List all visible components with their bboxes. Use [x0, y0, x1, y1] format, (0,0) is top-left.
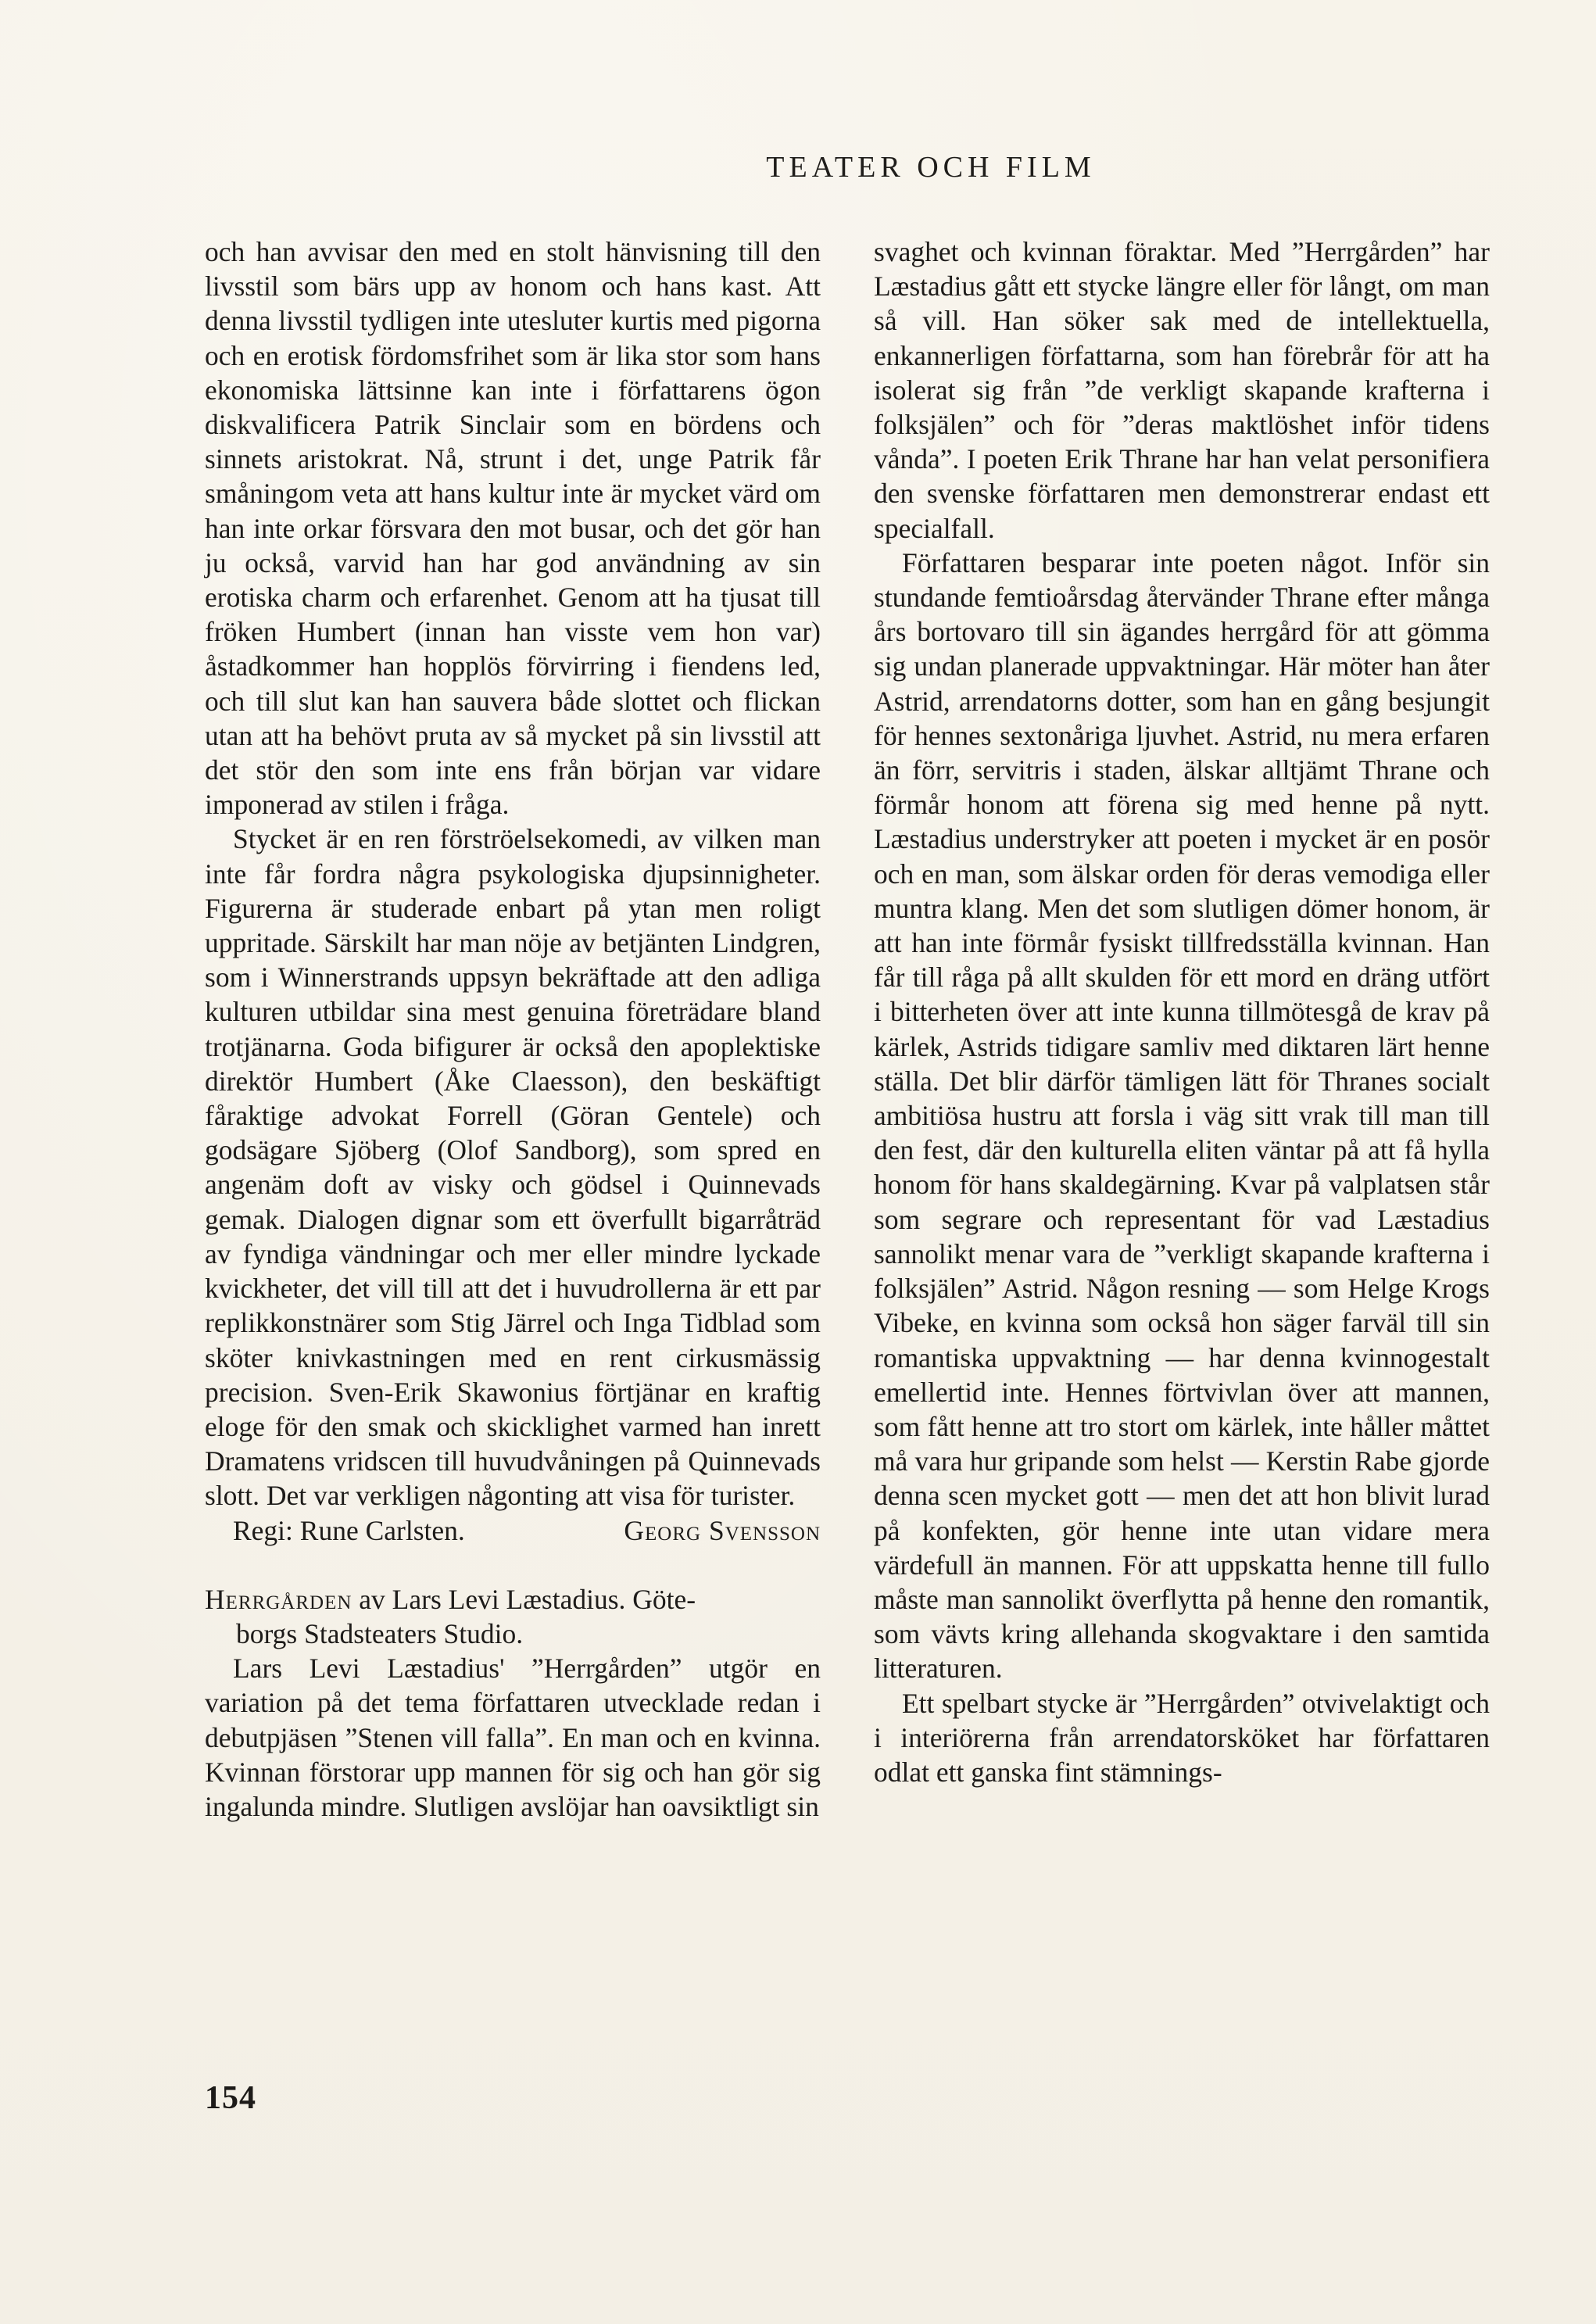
director-credit: Regi: Rune Carlsten.	[233, 1514, 465, 1546]
running-head: TEATER OCH FILM	[766, 151, 1096, 184]
paragraph: Författaren besparar inte poeten något. Inför sin stundande femtioårsdag återvänder Thrane efter många års bortovaro till sin ägandes herrgård för att gömma sig undan planerade uppvaktningar. Här möter han åter Astrid, arrendatorns dotter, som han en gång besjungit för hennes sextonåriga ljuvhet. Astrid, nu mera erfaren än förr, servitris i staden, älskar alltjämt Thrane och förmår honom att förena sig med henne på nytt. Læstadius understryker att poeten i mycket är en posör och en man, som älskar orden för deras vemodiga eller muntra klang. Men det som slutligen dömer honom, är att han inte förmår fysiskt tillfredsställa kvinnan. Han får till råga på allt skulden för ett mord en dräng utfört i bitterheten över att inte kunna tillmötesgå de krav på kärlek, Astrids tidigare samliv med diktaren lärt henne ställa. Det blir därför tämligen lätt för Thranes socialt ambitiösa hustru att forsla i väg sitt vrak till man till den fest, där den kulturella eliten väntar på att få hylla honom för hans skaldegärning. Kvar på valplatsen står som segrare och representant för vad Læstadius sannolikt menar vara de ”verkligt skapande krafterna i folksjälen” Astrid. Någon resning — som Helge Krogs Vibeke, en kvinna som också hon säger farväl till sin romantiska uppvaktning — har denna kvinnogestalt emellertid inte. Hennes förtvivlan över att mannen, som fått henne att tro stort om kärlek, inte håller måttet må vara hur gripande som helst — Kerstin Rabe gjorde denna scen mycket gott — men det att hon blivit lurad på konfekten, gör henne inte utan vidare mera värdefull än mannen. För att uppskatta henne till fullo måste man sannolikt överflytta på henne den romantik, som vävts kring allehanda skogvaktare i den samtida litteraturen.	[874, 546, 1490, 1685]
credit-line	[205, 1513, 821, 1548]
left-column	[205, 235, 821, 1824]
page-number: 154	[205, 2080, 256, 2116]
review-subtitle: av Lars Levi Læstadius. Göte-	[352, 1583, 696, 1615]
author-signature: Georg Svensson	[624, 1514, 821, 1546]
paragraph: Stycket är en ren förströelsekomedi, av vilken man inte får fordra några psykologiska djupsinnigheter. Figurerna är studerade enbart på ytan men roligt uppritade. Särskilt har man nöje av betjänten Lindgren, som i Winnerstrands uppsyn bekräftade att den adliga kulturen utbildar sina mest genuina företrädare bland trotjänarna. Goda bifigurer är också den apoplektiske direktör Humbert (Åke Claesson), den beskäftigt fåraktige advokat Forrell (Göran Gentele) och godsägare Sjöberg (Olof Sandborg), som spred en angenäm doft av visky och gödsel i Quinnevads gemak. Dialogen dignar som ett överfullt bigarråträd av fyndiga vändningar och mer eller mindre lyckade kvickheter, det vill till att det i huvudrollerna är ett par replikkonstnärer som Stig Järrel och Inga Tidblad som sköter knivkastningen med en rent cirkusmässig precision. Sven-Erik Skawonius förtjänar en kraftig eloge för den smak och skicklighet varmed han inrett Dramatens vridscen till huvudvåningen på Quinnevads slott. Det var verkligen någonting att visa för turister.	[205, 823, 821, 1512]
paragraph: svaghet och kvinnan föraktar. Med ”Herrgården” har Læstadius gått ett stycke längre eller för långt, om man så vill. Han söker sak med de intellektuella, enkannerligen författarna, som han förebrår för att ha isolerat sig från ”de verkligt skapande krafterna i folksjälen” och för ”deras maktlöshet inför tidens vånda”. I poeten Erik Thrane har han velat personifiera den svenske författaren men demonstrerar endast ett specialfall.	[874, 236, 1490, 544]
review-subtitle-continued: borgs Stadsteaters Studio.	[236, 1617, 524, 1649]
paragraph: och han avvisar den med en stolt hänvisning till den livsstil som bärs upp av honom och hans kast. Att denna livsstil tydligen inte utesluter kurtis med pigorna och en erotisk fördomsfrihet som är lika stor som hans ekonomiska lättsinne kan inte i författarens ögon diskvalificera Patrik Sinclair som en bördens och sinnets aristokrat. Nå, strunt i det, unge Patrik får småningom veta att hans kultur inte är mycket värd om han inte orkar försvara den mot busar, och det gör han ju också, varvid han har god användning av sin erotiska charm och erfarenhet. Genom att ha tjusat till fröken Humbert (innan han visste vem hon var) åstadkommer han hopplös förvirring i fiendens led, och till slut kan han sauvera både slottet och flickan utan att ha behövt pruta av så mycket på sin livsstil att det stör den som inte ens från början var vidare imponerad av stilen i fråga.	[205, 236, 821, 821]
review-heading	[205, 1582, 821, 1651]
right-column	[874, 235, 1490, 1789]
paragraph: Lars Levi Læstadius' ”Herrgården” utgör en variation på det tema författaren utvecklade redan i debutpjäsen ”Stenen vill falla”. En man och en kvinna. Kvinnan förstorar upp mannen för sig och han gör sig ingalunda mindre. Slutligen avslöjar han oavsiktligt sin	[205, 1653, 821, 1822]
review-title: Herrgården	[205, 1583, 352, 1615]
paragraph: Ett spelbart stycke är ”Herrgården” otvivelaktigt och i interiörerna från arrendatorsköket har författaren odlat ett ganska fint stämnings-	[874, 1687, 1490, 1788]
